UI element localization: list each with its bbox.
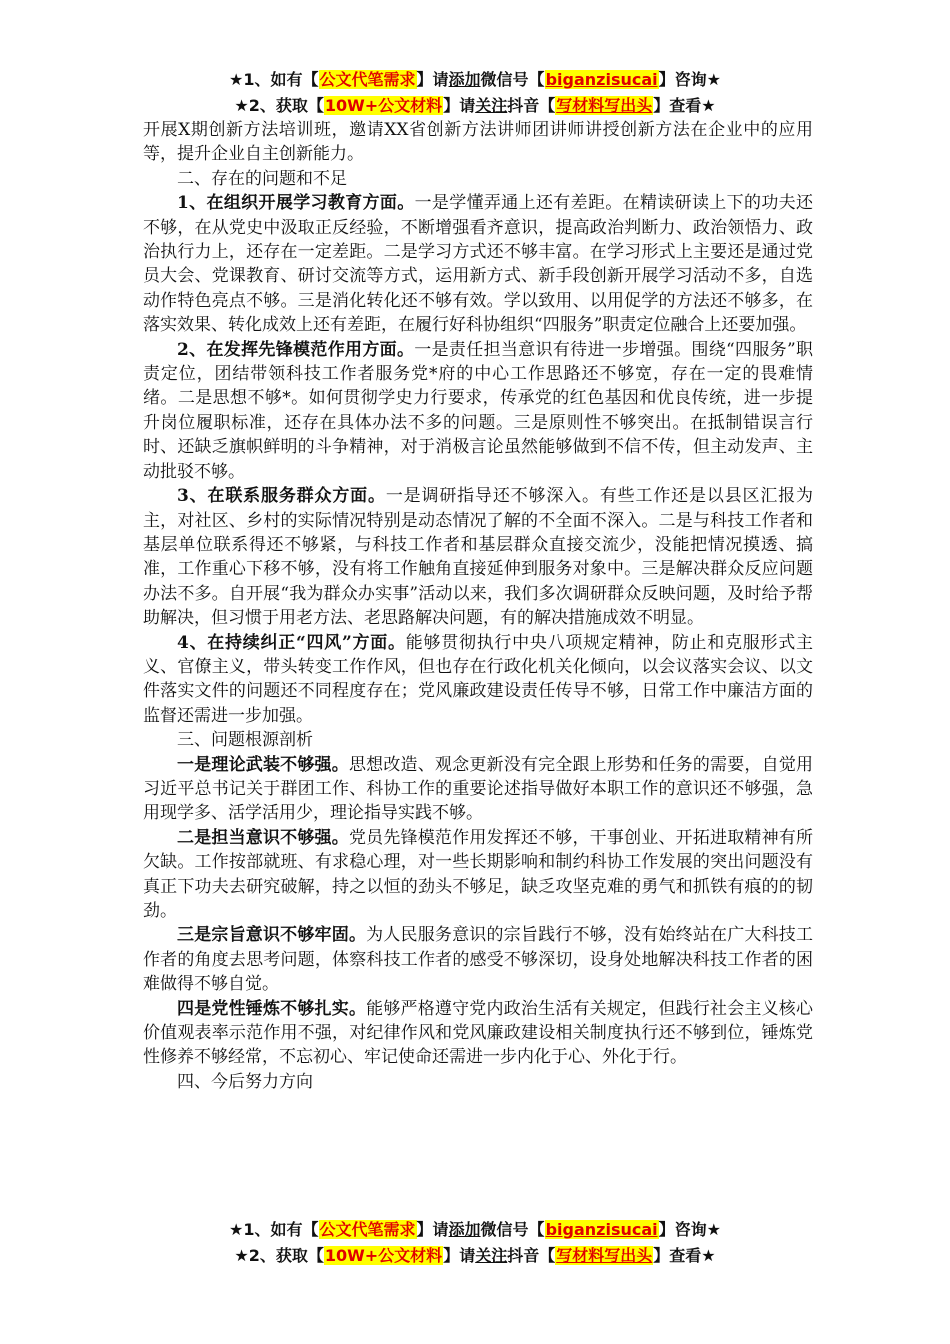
highlight-service: 公文代笔需求	[319, 1220, 416, 1239]
paragraph-lead: 二是担当意识不够强。	[177, 827, 349, 848]
banner-text: 】请	[416, 70, 449, 89]
highlight-wechat-id: biganzisucai	[545, 1220, 658, 1239]
banner-text: ★1、如有【	[229, 1220, 319, 1239]
highlight-wechat-id: biganzisucai	[545, 70, 658, 89]
problem-paragraph-4	[143, 631, 813, 729]
banner-text: ★2、获取【	[234, 1246, 324, 1265]
banner-text: ★2、获取【	[234, 96, 324, 115]
root-cause-paragraph-3	[143, 923, 813, 996]
paragraph-lead: 一是理论武装不够强。	[177, 754, 349, 775]
banner-text: 】查看★	[653, 1246, 716, 1265]
intro-paragraph: 开展X期创新方法培训班，邀请XX省创新方法讲师团讲师讲授创新方法在企业中的应用等，提升企业自主创新能力。	[143, 120, 813, 165]
paragraph-lead: 2、在发挥先锋模范作用方面。	[177, 339, 415, 360]
banner-text: 】请	[443, 1246, 476, 1265]
problem-paragraph-3	[143, 484, 813, 630]
promo-banner-top-line2	[0, 94, 950, 118]
document-body	[143, 118, 813, 1094]
highlight-douyin-account: 写材料写出头	[556, 1246, 653, 1265]
banner-text: 】查看★	[653, 96, 716, 115]
banner-text: 抖音【	[507, 1246, 556, 1265]
highlight-materials: 10W+公文材料	[324, 96, 443, 115]
paragraph-lead: 1、在组织开展学习教育方面。	[177, 193, 415, 214]
paragraph-lead: 3、在联系服务群众方面。	[177, 486, 386, 507]
paragraph-text: 一是调研指导还不够深入。有些工作还是以县区汇报为主，对社区、乡村的实际情况特别是动态情况了解的不全面不深入。二是与科技工作者和基层单位联系得还不够紧，与科技工作者和基层群众直接交流少，没能把情况摸透、搞准，工作重心下移不够，没有将工作触角直接延伸到服务对象中。三是解决群众反应问题办法不多。自开展“我为群众办实事”活动以来，我们多次调研群众反映问题，及时给予帮助解决，但习惯于用老方法、老思路解决问题，有的解决措施成效不明显。	[143, 486, 814, 629]
highlight-service: 公文代笔需求	[319, 70, 416, 89]
banner-text: 】咨询★	[658, 1220, 721, 1239]
promo-banner-bottom-line1	[0, 1218, 950, 1242]
banner-underlined-text: 关注	[475, 96, 508, 115]
banner-text: 】请	[443, 96, 476, 115]
highlight-materials: 10W+公文材料	[324, 1246, 443, 1265]
section-heading-4: 四、今后努力方向	[177, 1071, 313, 1092]
paragraph-lead: 四是党性锤炼不够扎实。	[177, 998, 367, 1019]
banner-text: 】咨询★	[658, 70, 721, 89]
banner-underlined-text: 添加	[448, 70, 481, 89]
root-cause-paragraph-1	[143, 753, 813, 826]
root-cause-paragraph-4	[143, 997, 813, 1070]
paragraph-text: 一是责任担当意识有待进一步增强。围绕“四服务”职责定位，团结带领科技工作者服务党*府的中心工作思路还不够宽，存在一定的畏难情绪。二是思想不够*。如何贯彻学史力行要求，传承党的红色基因和优良传统，进一步提升岗位履职标准，还存在具体办法不多的问题。三是原则性不够突出。在抵制错误言行时、还缺乏旗帜鲜明的斗争精神，对于消极言论虽然能够做到不信不传，但主动发声、主动批驳不够。	[143, 339, 814, 482]
paragraph-text: 思想改造、观念更新没有完全跟上形势和任务的需要，自觉用习近平总书记关于群团工作、科协工作的重要论述指导做好本职工作的意识还不够强，急用现学多、活学活用少，理论指导实践不够。	[143, 754, 814, 824]
banner-text: 】请	[416, 1220, 449, 1239]
paragraph-text: 为人民服务意识的宗旨践行不够，没有始终站在广大科技工作者的角度去思考问题，体察科技工作者的感受不够深切，设身处地解决科技工作者的困难做得不够自觉。	[143, 925, 814, 995]
paragraph-lead: 三是宗旨意识不够牢固。	[177, 925, 367, 946]
problem-paragraph-2	[143, 338, 813, 484]
banner-text: 抖音【	[507, 96, 556, 115]
banner-underlined-text: 关注	[475, 1246, 508, 1265]
highlight-douyin-account: 写材料写出头	[556, 96, 653, 115]
paragraph-lead: 4、在持续纠正“四风”方面。	[177, 632, 406, 653]
banner-text: 微信号【	[480, 1220, 545, 1239]
paragraph-text: 一是学懂弄通上还有差距。在精读研读上下的功夫还不够，在从党史中汲取正反经验，不断增强看齐意识，提高政治判断力、政治领悟力、政治执行力上，还存在一定差距。二是学习方式还不够丰富。在学习形式上主要还是通过党员大会、党课教育、研讨交流等方式，运用新方式、新手段创新开展学习活动不多，自选动作特色亮点不够。三是消化转化还不够有效。学以致用、以用促学的方法还不够多，在落实效果、转化成效上还有差距，在履行好科协组织“四服务”职责定位融合上还要加强。	[143, 193, 813, 336]
section-heading-3: 三、问题根源剖析	[177, 730, 313, 751]
promo-banner-bottom-line2	[0, 1244, 950, 1268]
problem-paragraph-1	[143, 191, 813, 337]
section-heading-2: 二、存在的问题和不足	[177, 168, 347, 189]
promo-banner-top-line1	[0, 68, 950, 92]
banner-underlined-text: 添加	[448, 1220, 481, 1239]
root-cause-paragraph-2	[143, 826, 813, 924]
banner-text: ★1、如有【	[229, 70, 319, 89]
paragraph-text: 能够贯彻执行中央八项规定精神，防止和克服形式主义、官僚主义，带头转变工作作风，但也存在行政化机关化倾向，以会议落实会议、以文件落实文件的问题还不同程度存在；党风廉政建设责任传导不够，日常工作中廉洁方面的监督还需进一步加强。	[143, 632, 813, 726]
paragraph-text: 党员先锋模范作用发挥还不够，干事创业、开拓进取精神有所欠缺。工作按部就班、有求稳心理，对一些长期影响和制约科协工作发展的突出问题没有真正下功夫去研究破解，持之以恒的劲头不够足，缺乏攻坚克难的勇气和抓铁有痕的的韧劲。	[143, 827, 814, 921]
paragraph-text: 能够严格遵守党内政治生活有关规定，但践行社会主义核心价值观表率示范作用不强，对纪律作风和党风廉政建设相关制度执行还不够到位，锤炼党性修养不够经常，不忘初心、牢记使命还需进一步内化于心、外化于行。	[143, 998, 814, 1068]
banner-text: 微信号【	[480, 70, 545, 89]
